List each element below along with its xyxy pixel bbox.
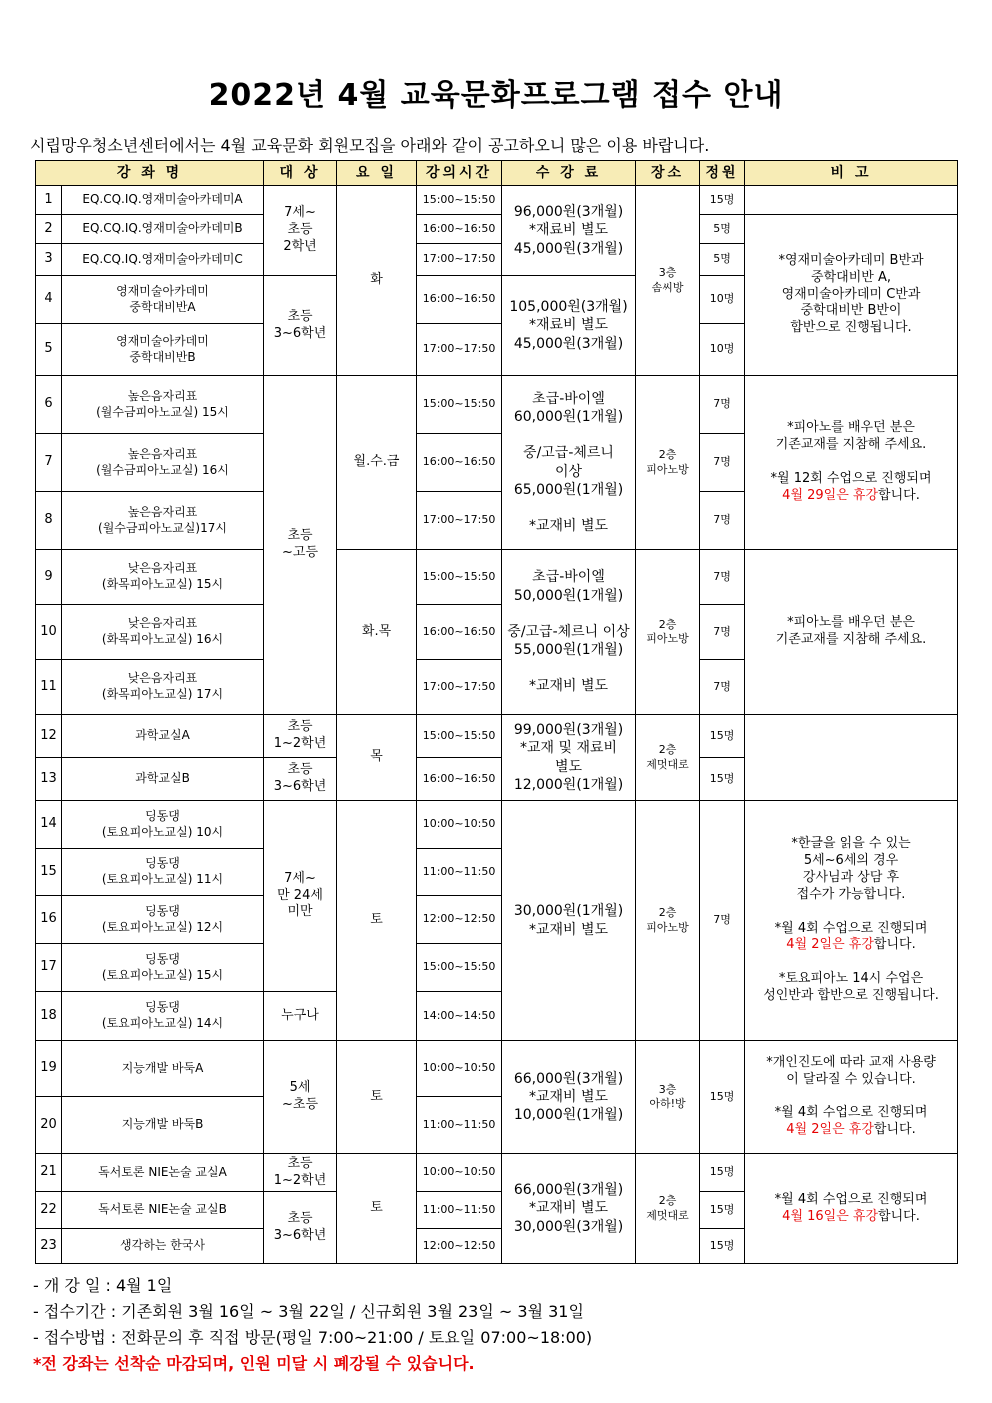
course-name: 영재미술아카데미 중학대비반A <box>62 276 264 324</box>
row-number: 23 <box>36 1229 62 1264</box>
note-cell: *영재미술아카데미 B반과 중학대비반 A, 영재미술아카데미 C반과 중학대비반 B반이 합반으로 진행됩니다. <box>745 215 958 376</box>
capacity-cell: 7명 <box>700 801 745 1041</box>
place-cell: 2층 제멋대로 <box>636 715 700 801</box>
note-cell <box>745 186 958 215</box>
course-name: EQ.CQ.IQ.영재미술아카데미A <box>62 186 264 215</box>
capacity-cell: 7명 <box>700 660 745 715</box>
course-name: 딩동댕 (토요피아노교실) 10시 <box>62 801 264 849</box>
table-row <box>36 215 958 244</box>
course-name: 딩동댕 (토요피아노교실) 11시 <box>62 849 264 896</box>
holiday-text: 4월 2일은 휴강 <box>786 937 874 953</box>
place-cell: 2층 제멋대로 <box>636 1154 700 1264</box>
day-cell: 토 <box>337 801 417 1041</box>
time-cell: 15:00~15:50 <box>417 186 502 215</box>
place-cell: 3층 아하!방 <box>636 1041 700 1154</box>
row-number: 7 <box>36 434 62 492</box>
time-cell: 15:00~15:50 <box>417 715 502 758</box>
target-cell: 초등 1~2학년 <box>264 715 337 758</box>
time-cell: 11:00~11:50 <box>417 1097 502 1154</box>
time-cell: 16:00~16:50 <box>417 758 502 801</box>
header-place: 장소 <box>636 161 700 186</box>
footer-method: - 접수방법 : 전화문의 후 직접 방문(평일 7:00~21:00 / 토요일 07:00~18:00) <box>33 1328 593 1347</box>
time-cell: 17:00~17:50 <box>417 324 502 376</box>
course-name: EQ.CQ.IQ.영재미술아카데미C <box>62 244 264 276</box>
header-day: 요 일 <box>337 161 417 186</box>
table-row <box>36 376 958 434</box>
header-note: 비 고 <box>745 161 958 186</box>
table-row <box>36 1041 958 1097</box>
time-cell: 17:00~17:50 <box>417 492 502 550</box>
row-number: 12 <box>36 715 62 758</box>
course-name: 생각하는 한국사 <box>62 1229 264 1264</box>
target-cell: 초등 3~6학년 <box>264 758 337 801</box>
capacity-cell: 15명 <box>700 715 745 758</box>
time-cell: 11:00~11:50 <box>417 849 502 896</box>
note-cell <box>745 376 958 550</box>
time-cell: 10:00~10:50 <box>417 801 502 849</box>
course-name: 낮은음자리표 (화목피아노교실) 16시 <box>62 605 264 660</box>
row-number: 9 <box>36 550 62 605</box>
note-text: 합니다. <box>878 487 920 503</box>
course-name: 딩동댕 (토요피아노교실) 15시 <box>62 944 264 992</box>
target-cell: 7세~ 만 24세 미만 <box>264 801 337 992</box>
holiday-text: 4월 16일은 휴강 <box>782 1208 879 1224</box>
course-name: 낮은음자리표 (화목피아노교실) 15시 <box>62 550 264 605</box>
time-cell: 15:00~15:50 <box>417 944 502 992</box>
course-name: 과학교실B <box>62 758 264 801</box>
table-header <box>36 161 958 186</box>
footer-warning: *전 강좌는 선착순 마감되며, 인원 미달 시 폐강될 수 있습니다. <box>33 1354 475 1373</box>
capacity-cell: 15명 <box>700 1192 745 1229</box>
capacity-cell: 5명 <box>700 215 745 244</box>
day-cell: 화.목 <box>337 550 417 715</box>
note-text: *토요피아노 14시 수업은 성인반과 합반으로 진행됩니다. <box>763 971 939 1004</box>
table-row <box>36 1154 958 1192</box>
row-number: 16 <box>36 896 62 944</box>
holiday-text: 4월 29일은 휴강 <box>782 487 879 503</box>
target-cell: 초등 3~6학년 <box>264 276 337 376</box>
course-name: 과학교실A <box>62 715 264 758</box>
capacity-cell: 15명 <box>700 1229 745 1264</box>
day-cell: 토 <box>337 1154 417 1264</box>
capacity-cell: 7명 <box>700 550 745 605</box>
capacity-cell: 15명 <box>700 1041 745 1154</box>
note-text: *한글을 읽을 수 있는 5세~6세의 경우 강사님과 상담 후 접수가 가능합니다. *월 4회 수업으로 진행되며 <box>774 836 928 936</box>
row-number: 10 <box>36 605 62 660</box>
row-number: 18 <box>36 992 62 1041</box>
place-cell: 2층 피아노방 <box>636 550 700 715</box>
capacity-cell: 15명 <box>700 1154 745 1192</box>
row-number: 15 <box>36 849 62 896</box>
course-name: 지능개발 바둑B <box>62 1097 264 1154</box>
capacity-cell: 10명 <box>700 276 745 324</box>
target-cell: 누구나 <box>264 992 337 1041</box>
time-cell: 16:00~16:50 <box>417 276 502 324</box>
capacity-cell: 10명 <box>700 324 745 376</box>
note-text: *개인진도에 따라 교재 사용량 이 달라질 수 있습니다. *월 4회 수업으로 진행되며 <box>766 1054 936 1121</box>
time-cell: 16:00~16:50 <box>417 605 502 660</box>
time-cell: 12:00~12:50 <box>417 1229 502 1264</box>
page-title: 2022년 4월 교육문화프로그램 접수 안내 <box>208 78 784 113</box>
note-cell <box>745 715 958 801</box>
header-course: 강 좌 명 <box>36 161 264 186</box>
time-cell: 17:00~17:50 <box>417 244 502 276</box>
time-cell: 15:00~15:50 <box>417 550 502 605</box>
table-row <box>36 186 958 215</box>
target-cell: 초등 3~6학년 <box>264 1192 337 1264</box>
capacity-cell: 7명 <box>700 434 745 492</box>
time-cell: 12:00~12:50 <box>417 896 502 944</box>
note-cell <box>745 1154 958 1264</box>
fee-cell: 66,000원(3개월) *교재비 별도 30,000원(3개월) <box>502 1154 636 1264</box>
time-cell: 11:00~11:50 <box>417 1192 502 1229</box>
time-cell: 14:00~14:50 <box>417 992 502 1041</box>
fee-cell: 초급-바이엘 60,000원(1개월) 중/고급-체르니 이상 65,000원(1개월) *교재비 별도 <box>502 376 636 550</box>
fee-cell: 66,000원(3개월) *교재비 별도 10,000원(1개월) <box>502 1041 636 1154</box>
row-number: 21 <box>36 1154 62 1192</box>
row-number: 14 <box>36 801 62 849</box>
header-fee: 수 강 료 <box>502 161 636 186</box>
target-cell: 초등 1~2학년 <box>264 1154 337 1192</box>
note-text: *월 4회 수업으로 진행되며 <box>774 1191 928 1207</box>
table-row <box>36 801 958 849</box>
program-table <box>35 160 958 1264</box>
day-cell: 화 <box>337 186 417 376</box>
course-name: 지능개발 바둑A <box>62 1041 264 1097</box>
fee-cell: 96,000원(3개월) *재료비 별도 45,000원(3개월) <box>502 186 636 276</box>
course-name: 독서토론 NIE논술 교실B <box>62 1192 264 1229</box>
day-cell: 목 <box>337 715 417 801</box>
course-name: 높은음자리표 (월수금피아노교실)17시 <box>62 492 264 550</box>
note-text: 합니다. <box>873 1122 916 1138</box>
footer-period: - 접수기간 : 기존회원 3월 16일 ~ 3월 22일 / 신규회원 3월 23일 ~ 3월 31일 <box>33 1302 584 1321</box>
row-number: 1 <box>36 186 62 215</box>
header-target: 대 상 <box>264 161 337 186</box>
capacity-cell: 15명 <box>700 186 745 215</box>
note-cell <box>745 801 958 1041</box>
course-name: 딩동댕 (토요피아노교실) 12시 <box>62 896 264 944</box>
course-name: 높은음자리표 (월수금피아노교실) 15시 <box>62 376 264 434</box>
capacity-cell: 7명 <box>700 605 745 660</box>
note-text: *피아노를 배우던 분은 기존교재를 지참해 주세요. *월 12회 수업으로 진행되며 <box>770 420 932 486</box>
time-cell: 17:00~17:50 <box>417 660 502 715</box>
place-cell: 2층 피아노방 <box>636 376 700 550</box>
capacity-cell: 5명 <box>700 244 745 276</box>
table-row <box>36 550 958 605</box>
place-cell: 3층 솜씨방 <box>636 186 700 376</box>
holiday-text: 4월 2일은 휴강 <box>786 1122 874 1138</box>
course-name: 낮은음자리표 (화목피아노교실) 17시 <box>62 660 264 715</box>
row-number: 8 <box>36 492 62 550</box>
row-number: 2 <box>36 215 62 244</box>
note-text: 합니다. <box>873 937 916 953</box>
header-time: 강의시간 <box>417 161 502 186</box>
time-cell: 10:00~10:50 <box>417 1041 502 1097</box>
row-number: 6 <box>36 376 62 434</box>
time-cell: 10:00~10:50 <box>417 1154 502 1192</box>
day-cell: 월.수.금 <box>337 376 417 550</box>
fee-cell: 초급-바이엘 50,000원(1개월) 중/고급-체르니 이상 55,000원(1개월) *교재비 별도 <box>502 550 636 715</box>
course-name: 딩동댕 (토요피아노교실) 14시 <box>62 992 264 1041</box>
row-number: 11 <box>36 660 62 715</box>
fee-cell: 105,000원(3개월) *재료비 별도 45,000원(3개월) <box>502 276 636 376</box>
course-name: EQ.CQ.IQ.영재미술아카데미B <box>62 215 264 244</box>
time-cell: 16:00~16:50 <box>417 434 502 492</box>
course-name: 높은음자리표 (월수금피아노교실) 16시 <box>62 434 264 492</box>
place-cell: 2층 피아노방 <box>636 801 700 1041</box>
day-cell: 토 <box>337 1041 417 1154</box>
row-number: 3 <box>36 244 62 276</box>
time-cell: 16:00~16:50 <box>417 215 502 244</box>
time-cell: 15:00~15:50 <box>417 376 502 434</box>
course-name: 영재미술아카데미 중학대비반B <box>62 324 264 376</box>
row-number: 5 <box>36 324 62 376</box>
target-cell: 5세 ~초등 <box>264 1041 337 1154</box>
note-cell: *피아노를 배우던 분은 기존교재를 지참해 주세요. <box>745 550 958 715</box>
header-capacity: 정원 <box>700 161 745 186</box>
note-cell <box>745 1041 958 1154</box>
row-number: 19 <box>36 1041 62 1097</box>
fee-cell: 99,000원(3개월) *교재 및 재료비 별도 12,000원(1개월) <box>502 715 636 801</box>
row-number: 20 <box>36 1097 62 1154</box>
fee-cell: 30,000원(1개월) *교재비 별도 <box>502 801 636 1041</box>
target-cell: 7세~ 초등 2학년 <box>264 186 337 276</box>
capacity-cell: 15명 <box>700 758 745 801</box>
course-name: 독서토론 NIE논술 교실A <box>62 1154 264 1192</box>
footer-open-date: - 개 강 일 : 4월 1일 <box>33 1276 173 1295</box>
row-number: 13 <box>36 758 62 801</box>
table-row <box>36 715 958 758</box>
note-text: 합니다. <box>878 1208 920 1224</box>
intro-text: 시립망우청소년센터에서는 4월 교육문화 회원모집을 아래와 같이 공고하오니 많은 이용 바랍니다. <box>30 136 710 155</box>
row-number: 4 <box>36 276 62 324</box>
capacity-cell: 7명 <box>700 376 745 434</box>
target-cell: 초등 ~고등 <box>264 376 337 715</box>
capacity-cell: 7명 <box>700 492 745 550</box>
row-number: 17 <box>36 944 62 992</box>
row-number: 22 <box>36 1192 62 1229</box>
